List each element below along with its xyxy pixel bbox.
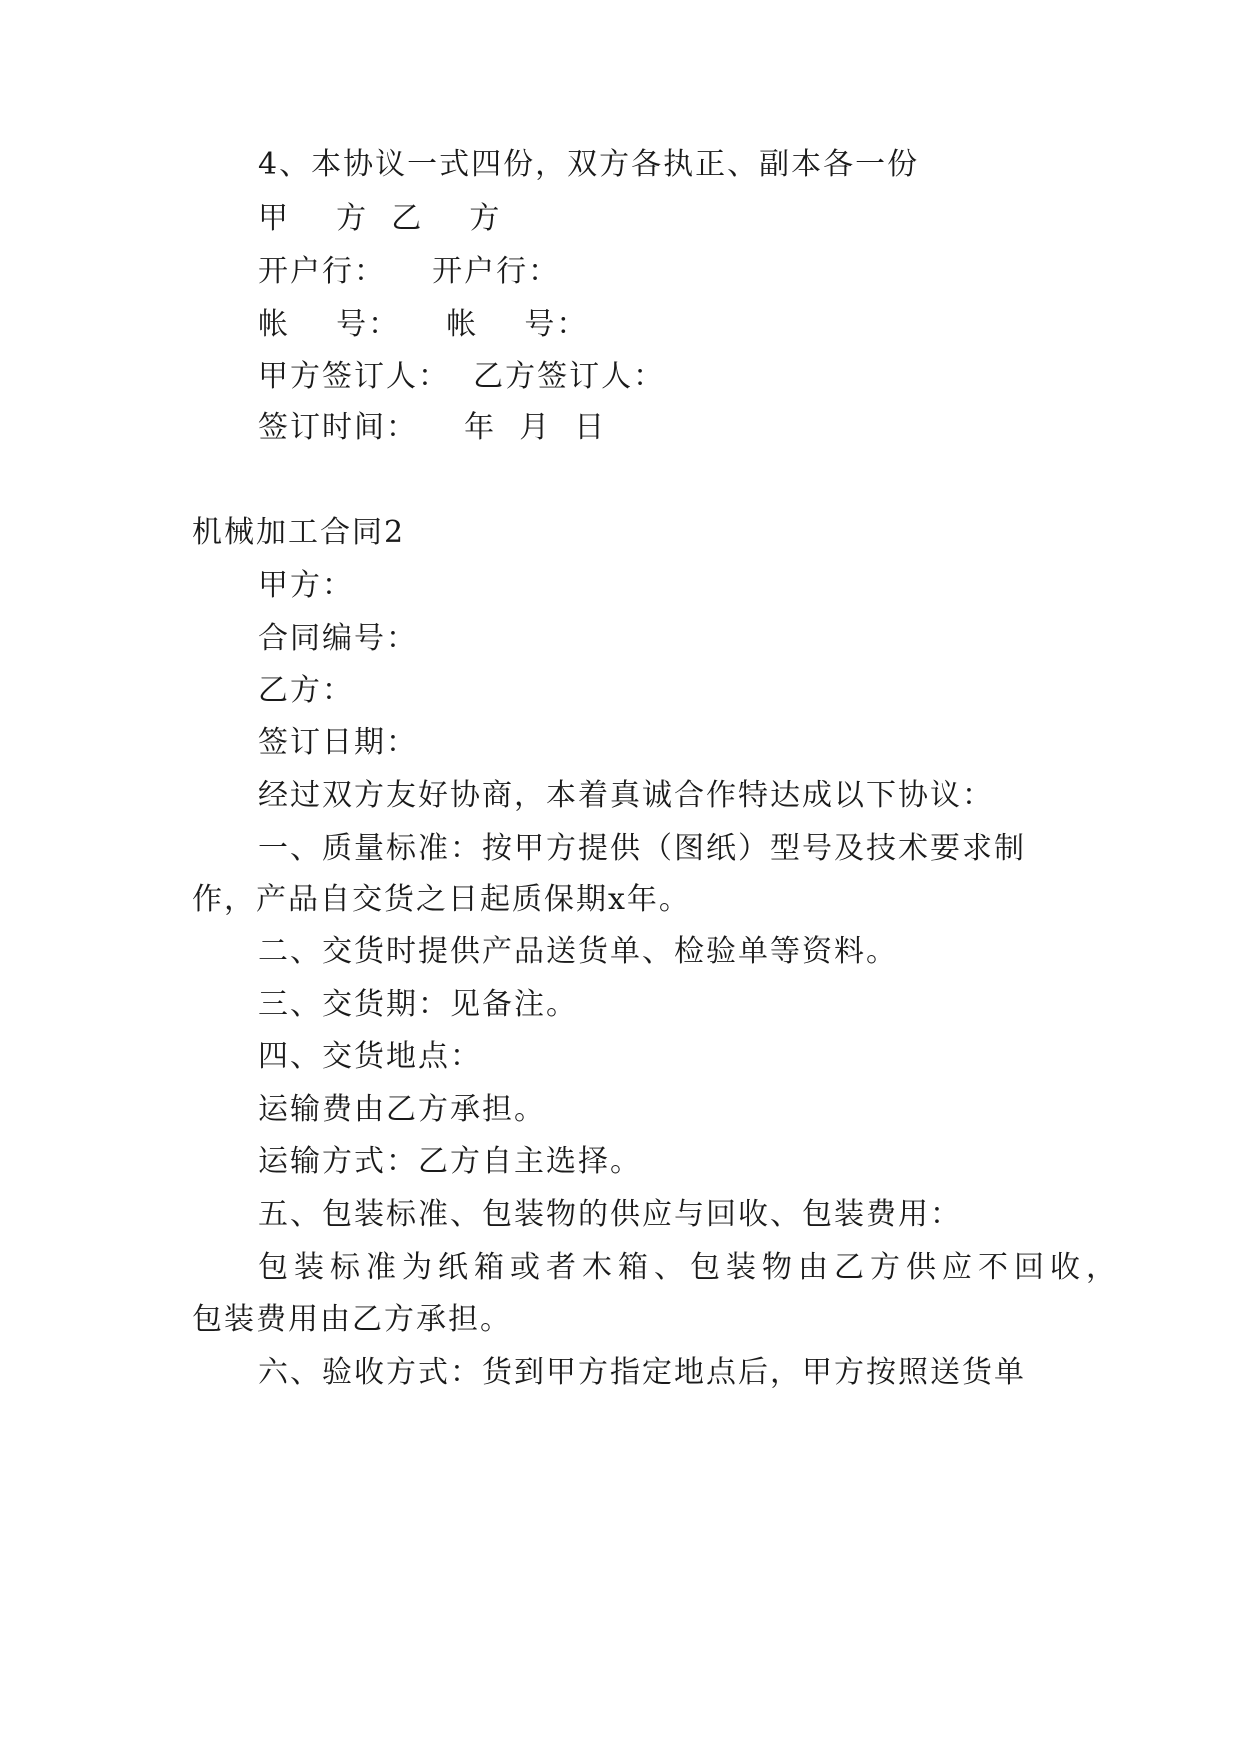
contract-number-field: 合同编号： <box>258 621 418 656</box>
packing-line-1: 包装标准为纸箱或者木箱、包装物由乙方供应不回收， <box>258 1250 1122 1285</box>
account-row: 帐 号： 帐 号： <box>258 307 589 342</box>
copies-clause: 4、本协议一式四份，双方各执正、副本各一份 <box>258 147 920 182</box>
clause-5: 五、包装标准、包装物的供应与回收、包装费用： <box>258 1197 962 1232</box>
signers-row: 甲方签订人： 乙方签订人： <box>258 359 666 394</box>
bank-row: 开户行： 开户行： <box>258 254 561 289</box>
intro-paragraph: 经过双方友好协商，本着真诚合作特达成以下协议： <box>258 778 994 813</box>
packing-line-2: 包装费用由乙方承担。 <box>192 1302 512 1337</box>
parties-row: 甲 方 乙 方 <box>258 201 502 236</box>
sign-date-field: 签订日期： <box>258 725 418 760</box>
clause-2: 二、交货时提供产品送货单、检验单等资料。 <box>258 934 898 969</box>
clause-6-line-1: 六、验收方式：货到甲方指定地点后，甲方按照送货单 <box>258 1355 1026 1390</box>
sign-time-row: 签订时间： 年 月 日 <box>258 410 607 445</box>
transport-mode: 运输方式：乙方自主选择。 <box>258 1144 642 1179</box>
clause-1-line-2: 作，产品自交货之日起质保期x年。 <box>192 882 691 917</box>
transport-fee: 运输费由乙方承担。 <box>258 1092 546 1127</box>
party-a-field: 甲方： <box>258 568 354 603</box>
clause-3: 三、交货期：见备注。 <box>258 987 578 1022</box>
contract-title: 机械加工合同2 <box>192 515 406 550</box>
clause-1-line-1: 一、质量标准：按甲方提供（图纸）型号及技术要求制 <box>258 831 1026 866</box>
party-b-field: 乙方： <box>258 673 354 708</box>
clause-4: 四、交货地点： <box>258 1039 482 1074</box>
